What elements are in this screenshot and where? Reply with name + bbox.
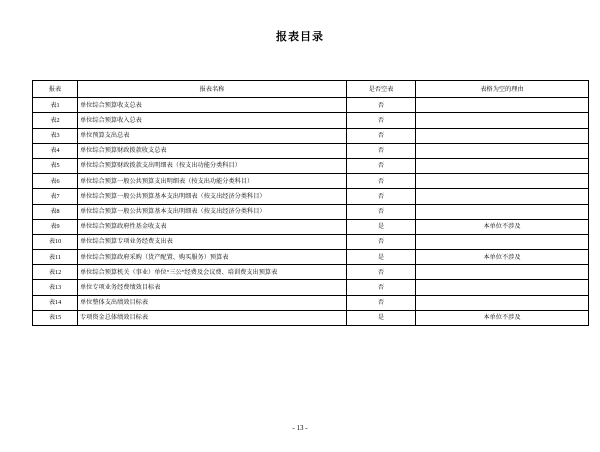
cell-report-name: 单位综合预算政府性基金收支表	[78, 219, 347, 234]
cell-empty-reason	[416, 234, 589, 249]
cell-is-empty: 是	[347, 219, 416, 234]
column-header-empty: 是否空表	[347, 81, 416, 98]
cell-report-name: 单位综合预算一般公共预算支出明细表（按支出功能分类科目）	[78, 174, 347, 189]
column-header-no: 报表	[33, 81, 78, 98]
cell-report-no: 表8	[33, 204, 78, 219]
cell-report-no: 表7	[33, 189, 78, 204]
catalog-table-wrapper	[32, 80, 568, 326]
cell-empty-reason	[416, 158, 589, 173]
cell-is-empty: 否	[347, 174, 416, 189]
catalog-table	[32, 80, 589, 326]
table-row	[33, 310, 589, 325]
cell-empty-reason: 本单位不涉及	[416, 219, 589, 234]
cell-empty-reason	[416, 204, 589, 219]
cell-report-name: 单位综合预算政府采购（货产配置、购买服务）预算表	[78, 250, 347, 265]
cell-report-no: 表11	[33, 250, 78, 265]
cell-report-name: 专项资金总体绩效目标表	[78, 310, 347, 325]
cell-report-no: 表6	[33, 174, 78, 189]
cell-empty-reason	[416, 174, 589, 189]
table-row	[33, 219, 589, 234]
table-row	[33, 113, 589, 128]
cell-is-empty: 否	[347, 113, 416, 128]
cell-empty-reason	[416, 98, 589, 113]
column-header-reason: 表格为空的理由	[416, 81, 589, 98]
cell-is-empty: 是	[347, 250, 416, 265]
cell-empty-reason	[416, 295, 589, 310]
table-row	[33, 189, 589, 204]
table-row	[33, 280, 589, 295]
cell-is-empty: 否	[347, 280, 416, 295]
cell-report-no: 表1	[33, 98, 78, 113]
cell-report-name: 单位整体支出绩效目标表	[78, 295, 347, 310]
cell-report-name: 单位综合预算财政拨款支出明细表（按支出功能分类科目）	[78, 158, 347, 173]
table-row	[33, 174, 589, 189]
cell-report-name: 单位综合预算收支总表	[78, 98, 347, 113]
cell-report-no: 表5	[33, 158, 78, 173]
page-title: 报表目录	[276, 31, 324, 43]
table-header-row	[33, 81, 589, 98]
table-row	[33, 204, 589, 219]
table-body	[33, 98, 589, 326]
cell-report-name: 单位综合预算专项业务经费支出表	[78, 234, 347, 249]
document-page	[0, 28, 600, 452]
cell-report-no: 表15	[33, 310, 78, 325]
cell-report-no: 表12	[33, 265, 78, 280]
cell-report-no: 表13	[33, 280, 78, 295]
cell-is-empty: 否	[347, 98, 416, 113]
cell-empty-reason	[416, 189, 589, 204]
cell-empty-reason	[416, 280, 589, 295]
cell-report-name: 单位综合预算机关（事业）单位“三公”经费及会议费、培训费支出预算表	[78, 265, 347, 280]
column-header-name: 报表名称	[78, 81, 347, 98]
cell-empty-reason	[416, 128, 589, 143]
cell-report-name: 单位专项业务经费绩效目标表	[78, 280, 347, 295]
cell-empty-reason	[416, 265, 589, 280]
cell-is-empty: 否	[347, 234, 416, 249]
cell-is-empty: 否	[347, 143, 416, 158]
cell-is-empty: 否	[347, 265, 416, 280]
cell-empty-reason: 本单位不涉及	[416, 310, 589, 325]
cell-report-no: 表3	[33, 128, 78, 143]
table-row	[33, 143, 589, 158]
cell-report-name: 单位预算支出总表	[78, 128, 347, 143]
cell-report-no: 表4	[33, 143, 78, 158]
table-row	[33, 158, 589, 173]
cell-empty-reason	[416, 143, 589, 158]
table-row	[33, 265, 589, 280]
cell-report-name: 单位综合预算收入总表	[78, 113, 347, 128]
cell-report-no: 表9	[33, 219, 78, 234]
cell-report-no: 表14	[33, 295, 78, 310]
cell-is-empty: 否	[347, 128, 416, 143]
cell-is-empty: 否	[347, 295, 416, 310]
cell-empty-reason	[416, 113, 589, 128]
table-row	[33, 295, 589, 310]
table-row	[33, 128, 589, 143]
cell-is-empty: 否	[347, 158, 416, 173]
cell-report-name: 单位综合预算财政拨款收支总表	[78, 143, 347, 158]
cell-is-empty: 否	[347, 189, 416, 204]
cell-report-no: 表2	[33, 113, 78, 128]
page-number: - 13 -	[292, 424, 308, 432]
cell-report-name: 单位综合预算一般公共预算基本支出明细表（按支出经济分类科目）	[78, 189, 347, 204]
table-row	[33, 234, 589, 249]
cell-is-empty: 是	[347, 310, 416, 325]
cell-empty-reason: 本单位不涉及	[416, 250, 589, 265]
table-row	[33, 250, 589, 265]
table-header	[33, 81, 589, 98]
table-row	[33, 98, 589, 113]
cell-report-no: 表10	[33, 234, 78, 249]
cell-report-name: 单位综合预算一般公共预算基本支出明细表（按支出经济分类科目）	[78, 204, 347, 219]
cell-is-empty: 否	[347, 204, 416, 219]
